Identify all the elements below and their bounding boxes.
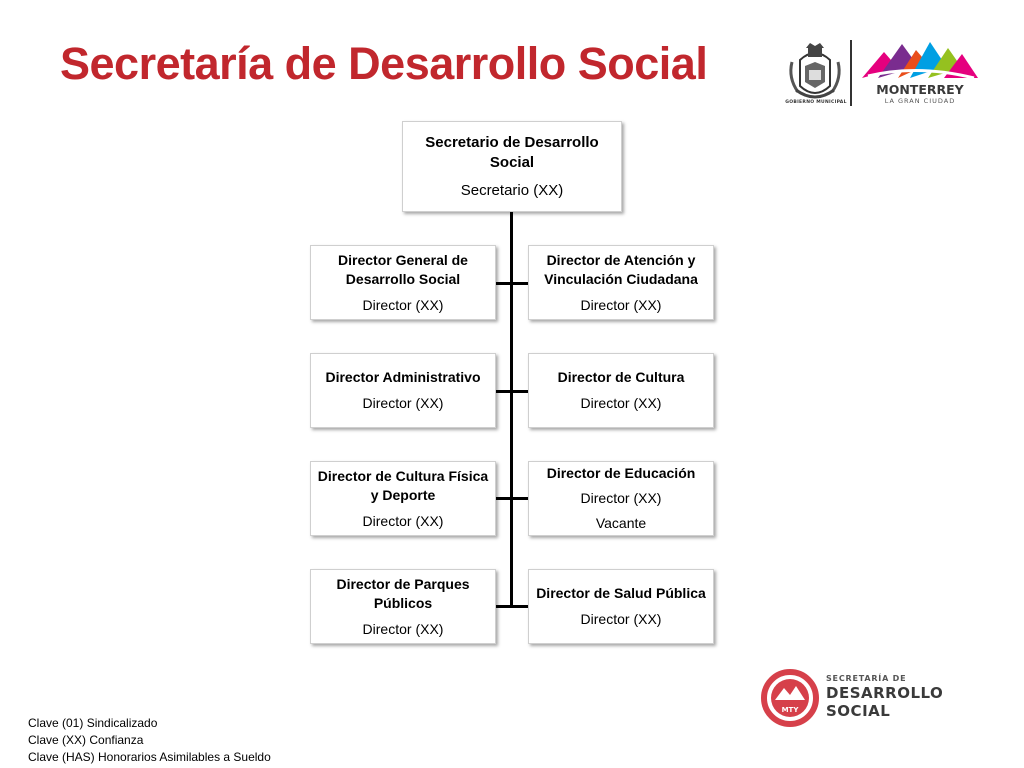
org-role: Director Administrativo [325, 369, 481, 385]
org-box-director-salud-publica [528, 569, 714, 644]
org-box-director-administrativo [310, 353, 496, 428]
branch-line [496, 497, 528, 500]
org-role: Director de Cultura Física y Deporte [317, 467, 489, 503]
vacancy-status: Vacante [595, 515, 647, 531]
org-role: Director de Educación [546, 465, 696, 481]
seal-caption: GOBIERNO MUNICIPAL [785, 100, 847, 105]
org-key: Director (XX) [580, 395, 662, 411]
branch-line [496, 282, 528, 285]
org-key: Director (XX) [580, 490, 662, 506]
dept-logo-line2: SOCIAL [826, 702, 891, 720]
monterrey-mountain-logo-icon [858, 38, 982, 86]
page-title: Secretaría de Desarrollo Social [60, 38, 708, 89]
branch-line [496, 390, 528, 393]
org-role: Secretario de Desarrollo Social [425, 134, 599, 171]
dept-logo-line1: DESARROLLO [826, 684, 944, 702]
org-role: Director de Salud Pública [536, 585, 706, 601]
org-role: Director de Cultura [557, 369, 685, 385]
org-key: Director (XX) [362, 395, 444, 411]
logo-divider [850, 40, 852, 106]
legend-item: Clave (XX) Confianza [28, 733, 144, 747]
branch-line [496, 605, 528, 608]
org-role: Director General de Desarrollo Social [338, 251, 468, 287]
municipal-seal-icon [786, 40, 844, 108]
dept-logo-small-text: SECRETARÍA DE [826, 674, 907, 683]
org-role: Director de Atención y Vinculación Ciudadana [544, 251, 698, 287]
org-box-secretario [402, 121, 622, 212]
org-role: Director de Parques Públicos [336, 575, 470, 611]
trunk-line [510, 212, 513, 608]
legend [28, 715, 271, 766]
org-key: Secretario (XX) [460, 182, 564, 199]
org-key: Director (XX) [362, 512, 444, 529]
org-key: Director (XX) [362, 296, 444, 313]
desarrollo-social-logo-icon [760, 668, 820, 728]
org-key: Director (XX) [362, 620, 444, 637]
org-box-director-cultura-fisica-deporte [310, 461, 496, 536]
org-key: Director (XX) [580, 296, 662, 313]
org-box-director-parques-publicos [310, 569, 496, 644]
org-box-director-atencion-vinculacion [528, 245, 714, 320]
org-box-director-cultura [528, 353, 714, 428]
org-box-director-educacion [528, 461, 714, 536]
org-key: Director (XX) [580, 611, 662, 627]
legend-item: Clave (01) Sindicalizado [28, 716, 158, 730]
legend-item: Clave (HAS) Honorarios Asimilables a Sueldo [28, 750, 271, 764]
logo-emblem-text: MTY [781, 706, 799, 714]
org-box-director-general-desarrollo-social [310, 245, 496, 320]
brand-tagline: LA GRAN CIUDAD [884, 97, 956, 105]
brand-name: MONTERREY [876, 82, 964, 97]
